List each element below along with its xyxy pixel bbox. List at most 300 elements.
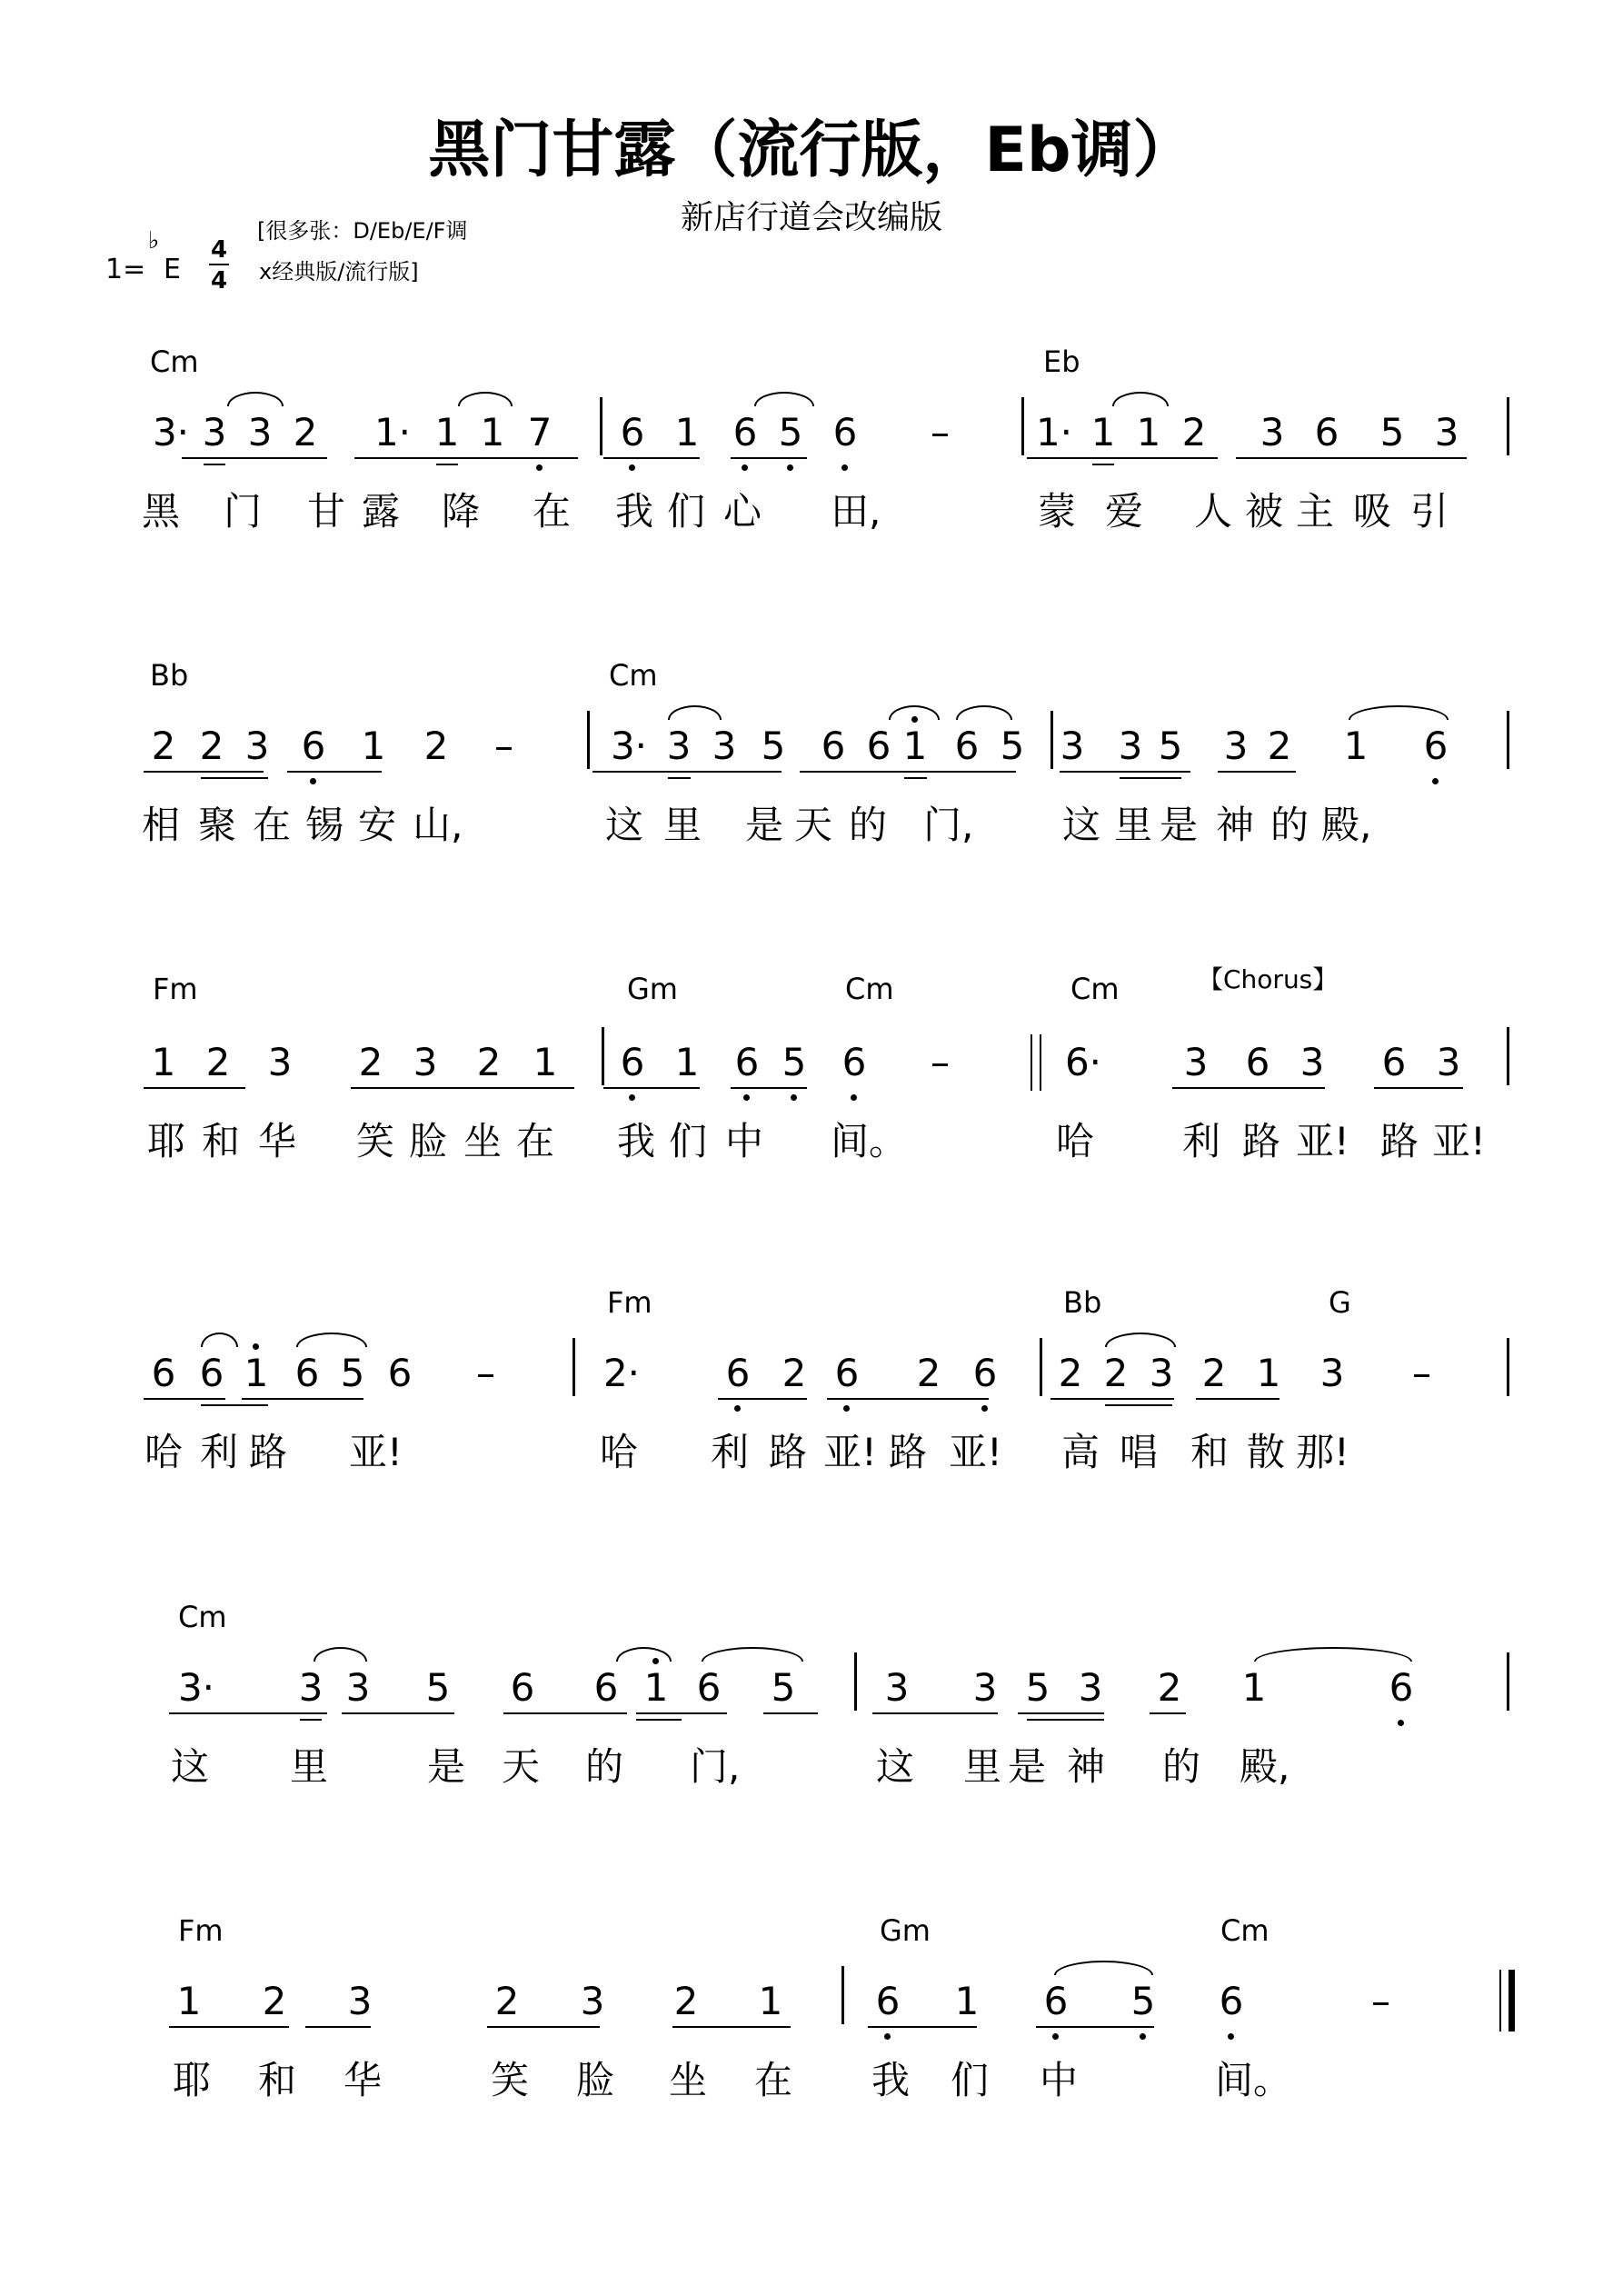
- beam-underline: [1018, 1712, 1104, 1714]
- octave-dot-below: [1398, 1720, 1404, 1726]
- lyric-char: 门,: [690, 1744, 741, 1789]
- beam-underline: [800, 771, 1016, 773]
- lyric-char: 我: [615, 489, 654, 534]
- chord-symbol: Gm: [880, 1913, 931, 1948]
- tie-slur: [201, 1333, 238, 1347]
- note: 6: [510, 1665, 535, 1710]
- note: 1·: [1035, 410, 1073, 454]
- note: 1: [1241, 1665, 1267, 1710]
- tie-slur: [889, 705, 940, 720]
- note: 7: [527, 410, 553, 454]
- lyric-char: 亚!: [823, 1430, 877, 1474]
- note: 6: [1245, 1040, 1270, 1084]
- beam-underline: [169, 2026, 289, 2028]
- octave-dot-below: [742, 464, 748, 471]
- chord-symbol: Fm: [153, 972, 198, 1006]
- tie-slur: [314, 1647, 367, 1662]
- note: 1: [1136, 410, 1161, 454]
- lyric-char: 散: [1247, 1430, 1286, 1474]
- lyric-char: 利: [200, 1430, 239, 1474]
- note: 1: [758, 1979, 783, 2023]
- beam-underline: [1218, 771, 1296, 773]
- lyric-char: 里: [963, 1744, 1002, 1789]
- beam-underline: [718, 1398, 807, 1400]
- sustain-dash: –: [1412, 1351, 1431, 1395]
- lyric-char: 亚!: [349, 1430, 403, 1474]
- lyric-char: 哈: [144, 1430, 184, 1474]
- note: 1: [1090, 410, 1116, 454]
- tie-slur: [458, 392, 513, 406]
- beam-underline: [354, 457, 578, 459]
- bar-line: [587, 711, 590, 769]
- beam-underline: [1172, 1087, 1325, 1089]
- beam-underline: [731, 1087, 807, 1089]
- lyric-char: 在: [516, 1119, 555, 1163]
- note: 5: [1000, 724, 1025, 768]
- note: 1: [151, 1040, 176, 1084]
- note: 3: [202, 410, 227, 454]
- lyric-char: 们: [669, 1119, 708, 1163]
- beam-underline: [1092, 464, 1114, 465]
- beam-underline: [300, 1719, 322, 1721]
- note: 6: [1423, 724, 1449, 768]
- chord-symbol: Cm: [1070, 972, 1120, 1006]
- note: 6: [841, 1040, 867, 1084]
- beam-underline: [1105, 1404, 1172, 1406]
- bar-line: [1050, 711, 1053, 769]
- lyric-char: 利: [1182, 1119, 1221, 1163]
- note: 3: [1299, 1040, 1325, 1084]
- note: 6: [875, 1979, 901, 2023]
- beam-underline: [1036, 2026, 1154, 2028]
- sustain-dash: –: [494, 724, 513, 768]
- note: 3: [1149, 1351, 1174, 1395]
- beam-underline: [603, 1087, 700, 1089]
- octave-dot-below: [310, 778, 316, 784]
- tie-slur: [754, 392, 814, 406]
- note: 2: [1201, 1351, 1227, 1395]
- chord-symbol: Gm: [627, 972, 678, 1006]
- octave-dot-below: [843, 1405, 850, 1412]
- bar-line: [1507, 711, 1509, 769]
- beam-underline: [904, 777, 927, 779]
- lyric-char: 甘: [307, 489, 346, 534]
- lyric-char: 的: [1270, 803, 1309, 847]
- note: 2·: [602, 1351, 641, 1395]
- octave-dot-below: [743, 1094, 750, 1101]
- note: 6: [1043, 1979, 1069, 2023]
- bar-line: [600, 397, 602, 455]
- sustain-dash: –: [931, 410, 950, 454]
- octave-dot-below: [1432, 778, 1439, 784]
- lyric-char: 是: [427, 1744, 466, 1789]
- lyric-char: 们: [667, 489, 706, 534]
- note: 1: [902, 724, 928, 768]
- note: 1: [1256, 1351, 1281, 1395]
- note: 2: [1058, 1351, 1083, 1395]
- lyric-char: 锡: [305, 803, 344, 847]
- time-signature-bottom: 4: [211, 267, 228, 294]
- note: 6: [834, 1351, 860, 1395]
- note: 2: [358, 1040, 383, 1084]
- note: 1: [533, 1040, 558, 1084]
- note: 3: [580, 1979, 605, 2023]
- octave-dot-below: [841, 464, 848, 471]
- tie-slur: [1105, 1333, 1176, 1347]
- octave-dot-below: [629, 464, 635, 471]
- lyric-char: 和: [202, 1119, 241, 1163]
- lyric-char: 的: [585, 1744, 624, 1789]
- chord-symbol: Cm: [845, 972, 894, 1006]
- lyric-char: 那!: [1296, 1430, 1349, 1474]
- lyric-char: 耶: [173, 2058, 212, 2102]
- octave-dot-above: [253, 1343, 259, 1350]
- flat-sign: ♭: [148, 227, 160, 255]
- bar-line: [841, 1966, 844, 2024]
- beam-underline: [731, 457, 807, 459]
- beam-underline: [868, 2026, 977, 2028]
- bar-line: [1507, 1338, 1509, 1396]
- lyric-char: 脸: [576, 2058, 615, 2102]
- lyric-char: 唱: [1120, 1430, 1159, 1474]
- note: 2: [293, 410, 318, 454]
- note: 6·: [1064, 1040, 1102, 1084]
- lyric-char: 我: [617, 1119, 656, 1163]
- note: 6: [1381, 1040, 1407, 1084]
- lyric-char: 心: [723, 489, 762, 534]
- note: 1: [674, 410, 700, 454]
- lyric-char: 我: [871, 2058, 911, 2102]
- note: 2: [1103, 1351, 1129, 1395]
- lyric-char: 坐: [463, 1119, 503, 1163]
- note: 6: [734, 1040, 760, 1084]
- beam-underline: [827, 1398, 989, 1400]
- beam-underline: [1236, 457, 1467, 459]
- lyric-char: 坐: [669, 2058, 708, 2102]
- beam-underline: [305, 2026, 371, 2028]
- note: 6: [620, 1040, 645, 1084]
- lyric-char: 哈: [1056, 1119, 1095, 1163]
- octave-dot-below: [787, 464, 793, 471]
- lyric-char: 的: [849, 803, 888, 847]
- lyric-char: 天: [794, 803, 833, 847]
- octave-dot-below: [851, 1094, 857, 1101]
- beam-underline: [351, 1087, 574, 1089]
- beam-underline: [1027, 1719, 1104, 1721]
- chord-symbol: Eb: [1043, 344, 1080, 379]
- double-bar-line: [1040, 1034, 1041, 1091]
- beam-underline: [436, 464, 458, 465]
- tie-slur: [296, 1333, 367, 1347]
- final-bar-thick: [1508, 1970, 1515, 2031]
- lyric-char: 的: [1162, 1744, 1201, 1789]
- lyric-char: 哈: [600, 1430, 639, 1474]
- beam-underline: [592, 771, 782, 773]
- lyric-char: 在: [253, 803, 292, 847]
- beam-underline: [503, 1712, 627, 1714]
- bar-line: [854, 1652, 857, 1711]
- note: 2: [1181, 410, 1207, 454]
- key-letter: E: [164, 254, 181, 285]
- beam-underline: [182, 457, 327, 459]
- lyric-char: 降: [442, 489, 481, 534]
- lyric-char: 亚!: [949, 1430, 1002, 1474]
- beam-underline: [144, 771, 264, 773]
- lyric-char: 门,: [923, 803, 974, 847]
- lyric-char: 中: [725, 1119, 764, 1163]
- lyric-char: 天: [502, 1744, 541, 1789]
- beam-underline: [672, 2026, 791, 2028]
- octave-dot-below: [536, 464, 543, 471]
- note: 3: [347, 1979, 373, 2023]
- note: 6: [972, 1351, 998, 1395]
- sustain-dash: –: [1371, 1979, 1390, 2023]
- lyric-char: 这: [1062, 803, 1101, 847]
- lyric-char: 脸: [409, 1119, 448, 1163]
- note: 3: [1118, 724, 1143, 768]
- note: 5: [778, 410, 803, 454]
- note: 1: [954, 1979, 980, 2023]
- final-bar-thin: [1499, 1970, 1501, 2031]
- note: 1: [434, 410, 460, 454]
- sustain-dash: –: [476, 1351, 495, 1395]
- lyric-char: 殿,: [1240, 1744, 1290, 1789]
- edition-note-line1: [很多张：D/Eb/E/F调: [257, 218, 468, 244]
- lyric-char: 华: [258, 1119, 297, 1163]
- chord-symbol: Cm: [1220, 1913, 1270, 1948]
- beam-underline: [287, 771, 382, 773]
- note: 2: [262, 1979, 287, 2023]
- bar-line: [573, 1338, 575, 1396]
- lyric-char: 是: [745, 803, 784, 847]
- note: 1: [176, 1979, 202, 2023]
- beam-underline: [242, 1398, 363, 1400]
- lyric-char: 路: [889, 1430, 928, 1474]
- beam-underline: [144, 1398, 225, 1400]
- note: 3: [298, 1665, 324, 1710]
- beam-underline: [1120, 777, 1181, 779]
- octave-dot-below: [734, 1405, 741, 1412]
- octave-dot-below: [1228, 2033, 1234, 2040]
- double-bar-line: [1031, 1034, 1032, 1091]
- note: 3: [1436, 1040, 1461, 1084]
- beam-underline: [204, 464, 225, 465]
- chorus-marker: 【Chorus】: [1198, 964, 1339, 994]
- chord-symbol: Cm: [178, 1600, 227, 1634]
- bar-line: [1507, 1652, 1509, 1711]
- note: 6: [725, 1351, 751, 1395]
- lyric-char: 在: [754, 2058, 793, 2102]
- note: 3: [1319, 1351, 1345, 1395]
- lyric-char: 里: [1114, 803, 1153, 847]
- note: 1: [244, 1351, 269, 1395]
- lyric-char: 耶: [147, 1119, 186, 1163]
- lyric-char: 神: [1067, 1744, 1106, 1789]
- beam-underline: [201, 777, 268, 779]
- note: 3·: [610, 724, 648, 768]
- lyric-char: 爱: [1105, 489, 1144, 534]
- lyric-char: 吸: [1353, 489, 1392, 534]
- tie-slur: [702, 1647, 803, 1662]
- lyric-char: 利: [711, 1430, 750, 1474]
- beam-underline: [636, 1712, 727, 1714]
- note: 5: [1130, 1979, 1156, 2023]
- beam-underline: [872, 1712, 998, 1714]
- tie-slur: [1254, 1647, 1412, 1662]
- beam-underline: [1374, 1087, 1463, 1089]
- beam-underline: [487, 2026, 600, 2028]
- note: 3: [884, 1665, 910, 1710]
- lyric-char: 亚!: [1296, 1119, 1349, 1163]
- lyric-char: 门: [224, 489, 263, 534]
- octave-dot-below: [791, 1094, 797, 1101]
- note: 3: [1078, 1665, 1103, 1710]
- lyric-char: 路: [1380, 1119, 1419, 1163]
- beam-underline: [144, 1087, 245, 1089]
- octave-dot-below: [629, 1094, 635, 1101]
- lyric-char: 路: [769, 1430, 808, 1474]
- note: 6: [301, 724, 326, 768]
- note: 1·: [373, 410, 412, 454]
- note: 6: [294, 1351, 320, 1395]
- lyric-char: 笑: [356, 1119, 395, 1163]
- lyric-char: 在: [533, 489, 572, 534]
- bar-line: [602, 1027, 604, 1085]
- lyric-char: 和: [1190, 1430, 1230, 1474]
- time-signature-top: 4: [211, 236, 228, 264]
- lyric-char: 中: [1040, 2058, 1079, 2102]
- tie-slur: [1112, 392, 1169, 406]
- tie-slur: [1054, 1961, 1153, 1975]
- note: 3: [244, 724, 270, 768]
- beam-underline: [201, 1404, 268, 1406]
- note: 5: [1379, 410, 1405, 454]
- lyric-char: 这: [171, 1744, 210, 1789]
- lyric-char: 黑: [142, 489, 181, 534]
- note: 1: [674, 1040, 700, 1084]
- chord-symbol: G: [1329, 1285, 1351, 1320]
- note: 2: [494, 1979, 520, 2023]
- note: 3: [1223, 724, 1249, 768]
- note: 2: [205, 1040, 231, 1084]
- octave-dot-below: [1052, 2033, 1059, 2040]
- octave-dot-below: [981, 1405, 988, 1412]
- lyric-char: 路: [249, 1430, 288, 1474]
- lyric-char: 聚: [198, 803, 237, 847]
- note: 1: [480, 410, 505, 454]
- beam-underline: [1196, 1398, 1279, 1400]
- note: 6: [387, 1351, 413, 1395]
- note: 3·: [177, 1665, 215, 1710]
- note: 5: [340, 1351, 365, 1395]
- lyric-char: 人: [1194, 489, 1233, 534]
- bar-line: [1021, 397, 1024, 455]
- note: 6: [821, 724, 846, 768]
- note: 5: [771, 1665, 796, 1710]
- lyric-char: 被: [1245, 489, 1284, 534]
- lyric-char: 主: [1296, 489, 1335, 534]
- note: 6: [832, 410, 858, 454]
- note: 5: [782, 1040, 807, 1084]
- note: 6: [954, 724, 980, 768]
- beam-underline: [169, 1712, 327, 1714]
- note: 5: [425, 1665, 451, 1710]
- lyric-char: 间。: [831, 1119, 908, 1163]
- note: 6: [1314, 410, 1339, 454]
- note: 1: [643, 1665, 669, 1710]
- lyric-char: 相: [142, 803, 181, 847]
- note: 2: [423, 724, 449, 768]
- bar-line: [1507, 1027, 1509, 1085]
- bar-line: [1507, 397, 1509, 455]
- lyric-char: 引: [1410, 489, 1449, 534]
- note: 2: [916, 1351, 941, 1395]
- lyric-char: 安: [358, 803, 397, 847]
- note: 6: [199, 1351, 224, 1395]
- note: 2: [476, 1040, 502, 1084]
- note: 3: [712, 724, 737, 768]
- note: 3: [247, 410, 273, 454]
- beam-underline: [668, 777, 691, 779]
- note: 1: [1343, 724, 1369, 768]
- lyric-char: 和: [258, 2058, 297, 2102]
- note: 6: [620, 410, 645, 454]
- beam-underline: [1050, 1398, 1174, 1400]
- chord-symbol: Bb: [1063, 1285, 1102, 1320]
- note: 5: [761, 724, 786, 768]
- lyric-char: 亚!: [1432, 1119, 1486, 1163]
- time-signature-line: [209, 264, 229, 265]
- beam-underline: [1027, 457, 1218, 459]
- note: 2: [782, 1351, 807, 1395]
- sustain-dash: –: [931, 1040, 950, 1084]
- chord-symbol: Cm: [150, 344, 199, 379]
- note: 5: [1025, 1665, 1050, 1710]
- chord-symbol: Bb: [150, 658, 189, 693]
- lyric-char: 间。: [1215, 2058, 1292, 2102]
- arranger-credit: 新店行道会改编版: [680, 199, 942, 236]
- lyric-char: 笑: [491, 2058, 530, 2102]
- chord-symbol: Fm: [607, 1285, 652, 1320]
- note: 3: [1434, 410, 1459, 454]
- beam-underline: [763, 1712, 818, 1714]
- tie-slur: [227, 392, 284, 406]
- lyric-char: 里: [663, 803, 702, 847]
- lyric-char: 是: [1008, 1744, 1047, 1789]
- lyric-char: 蒙: [1038, 489, 1077, 534]
- lyric-char: 殿,: [1321, 803, 1372, 847]
- lyric-char: 这: [605, 803, 644, 847]
- lyric-char: 田,: [831, 489, 881, 534]
- tie-slur: [1349, 705, 1449, 720]
- note: 2: [1267, 724, 1292, 768]
- lyric-char: 神: [1216, 803, 1255, 847]
- lyric-char: 这: [876, 1744, 915, 1789]
- chord-symbol: Cm: [609, 658, 658, 693]
- note: 2: [199, 724, 224, 768]
- beam-underline: [636, 1719, 682, 1721]
- note: 3: [972, 1665, 998, 1710]
- note: 3: [666, 724, 692, 768]
- beam-underline: [603, 457, 700, 459]
- note: 6: [866, 724, 891, 768]
- note: 5: [1158, 724, 1183, 768]
- note: 6: [151, 1351, 176, 1395]
- note: 6: [732, 410, 758, 454]
- note: 3: [345, 1665, 371, 1710]
- note: 2: [151, 724, 176, 768]
- beam-underline: [342, 1712, 454, 1714]
